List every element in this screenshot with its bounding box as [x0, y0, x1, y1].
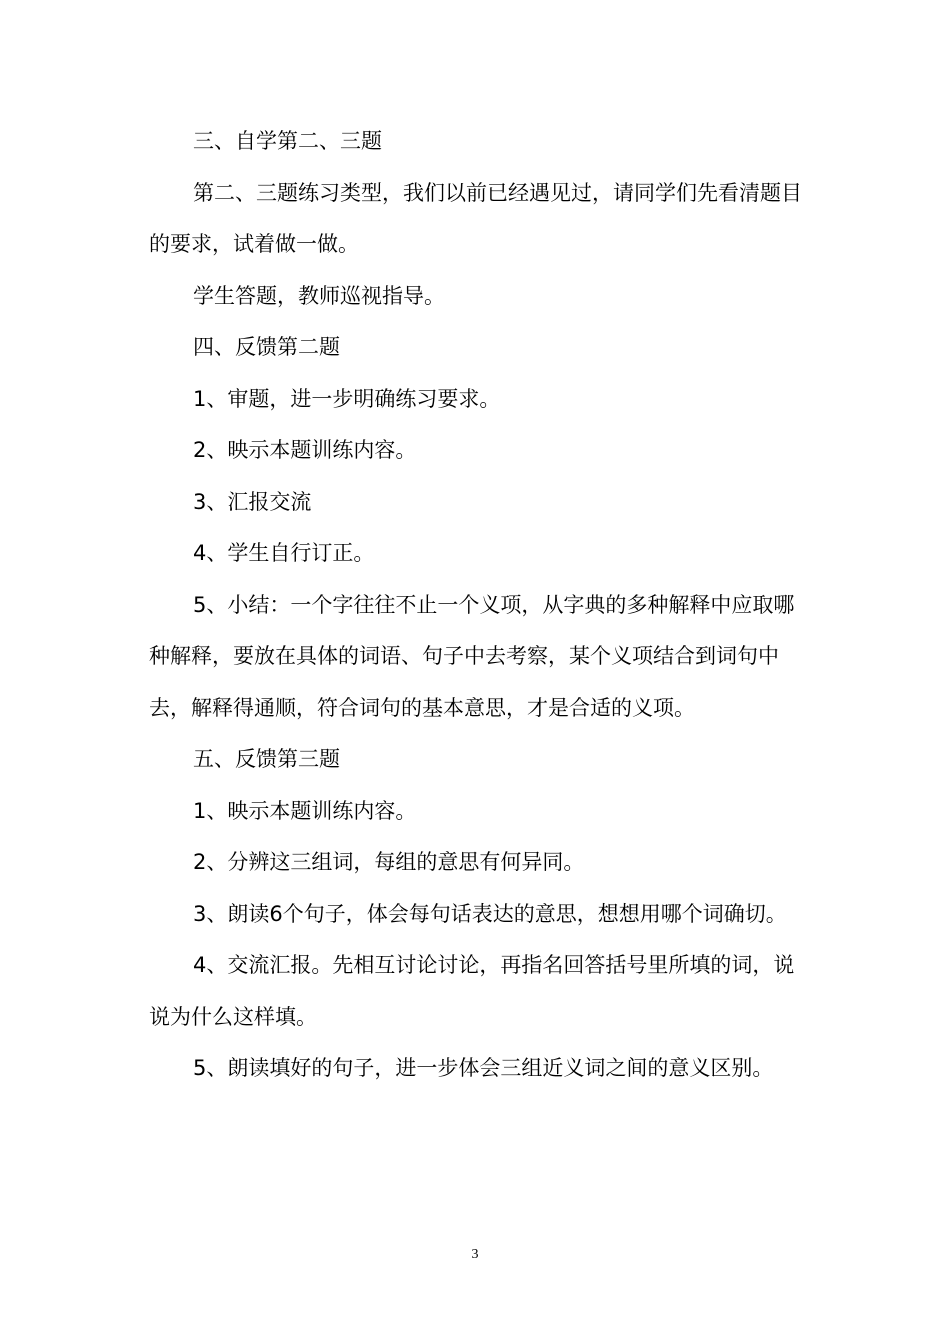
list-item: 3、汇报交流	[193, 489, 312, 514]
heading-section-4: 四、反馈第二题	[193, 335, 340, 359]
list-item: 5、朗读填好的句子，进一步体会三组近义词之间的意义区别。	[193, 1056, 774, 1080]
heading-section-3: 三、自学第二、三题	[193, 129, 382, 153]
document-body	[149, 116, 809, 1095]
list-item: 2、映示本题训练内容。	[193, 438, 417, 462]
list-item: 2、分辨这三组词，每组的意思有何异同。	[193, 850, 585, 874]
list-item: 1、审题，进一步明确练习要求。	[193, 386, 501, 411]
list-item: 5、小结：一个字往往不止一个义项，从字典的多种解释中应取哪种解释，要放在具体的词语、句子中去考察，某个义项结合到词句中去，解释得通顺，符合词句的基本意思，才是合适的义项。	[149, 592, 795, 720]
page-number: 3	[471, 1247, 479, 1262]
paragraph: 学生答题，教师巡视指导。	[193, 283, 445, 308]
list-item: 3、朗读6个句子，体会每句话表达的意思，想想用哪个词确切。	[193, 901, 787, 926]
list-item: 4、学生自行订正。	[193, 541, 375, 565]
paragraph: 第二、三题练习类型，我们以前已经遇见过，请同学们先看清题目的要求，试着做一做。	[149, 180, 802, 256]
list-item: 4、交流汇报。先相互讨论讨论，再指名回答括号里所填的词，说说为什么这样填。	[149, 953, 795, 1029]
list-item: 1、映示本题训练内容。	[193, 798, 417, 823]
heading-section-5: 五、反馈第三题	[193, 747, 340, 771]
